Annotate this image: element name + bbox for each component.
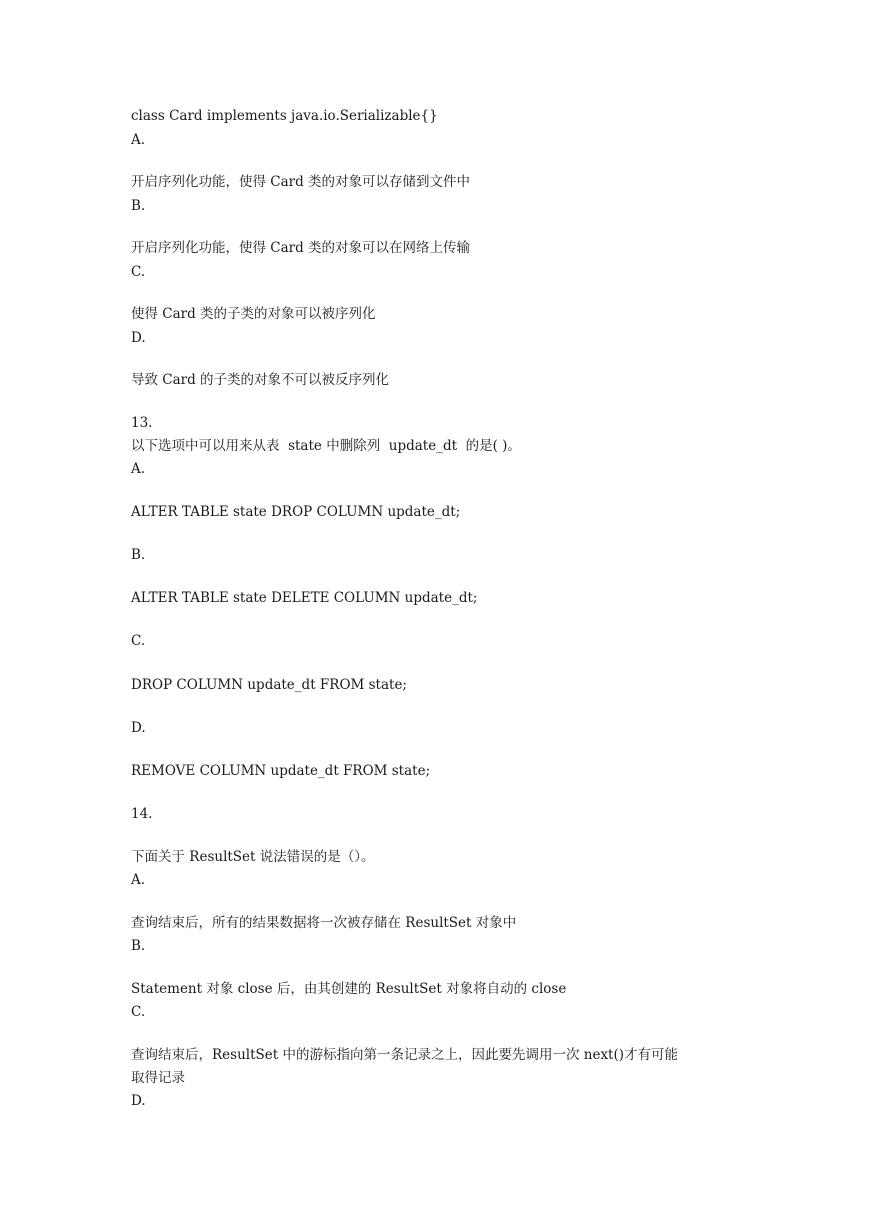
q14-option-c-text-line1: 查询结束后，ResultSet 中的游标指向第一条记录之上，因此要先调用一次 next()才有可能 <box>131 1047 679 1063</box>
q12-option-c-letter: C. <box>131 264 146 280</box>
q13-option-d-text: REMOVE COLUMN update_dt FROM state; <box>131 763 431 779</box>
q12-option-a-letter: A. <box>131 132 146 148</box>
q12-option-c-text: 使得 Card 类的子类的对象可以被序列化 <box>131 306 376 322</box>
q14-option-b-letter: B. <box>131 938 146 954</box>
q13-option-a-text: ALTER TABLE state DROP COLUMN update_dt; <box>131 504 461 520</box>
q13-option-a-letter: A. <box>131 461 146 477</box>
q14-option-d-letter: D. <box>131 1093 146 1109</box>
q14-option-b-text: Statement 对象 close 后，由其创建的 ResultSet 对象将自动的 close <box>131 981 567 997</box>
q13-number: 13. <box>131 415 153 431</box>
q13-option-b-text: ALTER TABLE state DELETE COLUMN update_dt; <box>131 590 478 606</box>
q14-number: 14. <box>131 806 153 822</box>
q12-option-d-text: 导致 Card 的子类的对象不可以被反序列化 <box>131 372 390 388</box>
q14-option-a-letter: A. <box>131 872 146 888</box>
q13-option-c-text: DROP COLUMN update_dt FROM state; <box>131 677 407 693</box>
q13-option-c-letter: C. <box>131 633 146 649</box>
q14-question: 下面关于 ResultSet 说法错误的是（）。 <box>131 849 375 865</box>
q12-option-a-text: 开启序列化功能，使得 Card 类的对象可以存储到文件中 <box>131 174 471 190</box>
q13-option-d-letter: D. <box>131 720 146 736</box>
q13-option-b-letter: B. <box>131 547 146 563</box>
q12-option-d-letter: D. <box>131 330 146 346</box>
q12-option-b-text: 开启序列化功能，使得 Card 类的对象可以在网络上传输 <box>131 240 471 256</box>
q13-question: 以下选项中可以用来从表 state 中删除列 update_dt 的是( )。 <box>131 438 521 454</box>
q14-option-c-letter: C. <box>131 1004 146 1020</box>
q14-option-a-text: 查询结束后，所有的结果数据将一次被存储在 ResultSet 对象中 <box>131 915 517 931</box>
q14-option-c-text-line2: 取得记录 <box>131 1070 185 1086</box>
q12-code-line: class Card implements java.io.Serializable{} <box>131 108 438 124</box>
q12-option-b-letter: B. <box>131 198 146 214</box>
